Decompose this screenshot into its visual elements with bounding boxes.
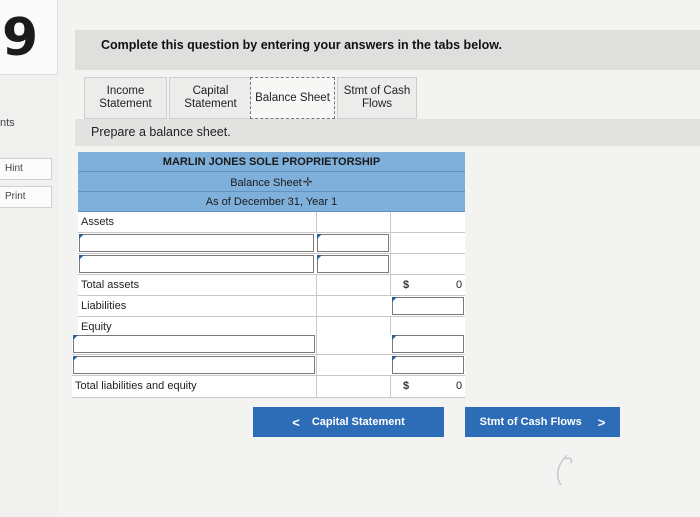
- equity-amount-input[interactable]: [392, 335, 464, 353]
- left-rail: [0, 0, 58, 517]
- column-divider: [390, 275, 391, 295]
- instruction-text: Complete this question by entering your answers in the tabs below.: [101, 38, 502, 52]
- tab-income-statement[interactable]: [84, 77, 167, 119]
- equity-entry-row: [72, 334, 465, 355]
- tab-label-line2: Statement: [99, 98, 152, 110]
- total-assets-currency: $: [403, 279, 410, 291]
- total-assets-row: [78, 275, 465, 296]
- equity-entry-row: [72, 355, 465, 376]
- chevron-left-icon: <: [292, 414, 300, 430]
- equity-label: Equity: [81, 321, 112, 333]
- asset-amount-input[interactable]: [317, 255, 389, 273]
- next-tab-button[interactable]: [465, 407, 620, 437]
- total-le-label: Total liabilities and equity: [75, 380, 197, 392]
- assets-header-row: [78, 212, 465, 233]
- column-divider: [316, 212, 317, 232]
- tab-label-line1: Income: [106, 85, 145, 97]
- column-divider: [316, 275, 317, 295]
- points-label: nts: [0, 117, 15, 129]
- column-divider: [390, 254, 391, 274]
- tab-label-line1: Balance Sheet: [255, 91, 330, 104]
- assets-label: Assets: [81, 216, 115, 228]
- total-assets-label: Total assets: [81, 279, 140, 291]
- column-divider: [316, 296, 317, 316]
- question-number: 9: [2, 8, 39, 68]
- prev-tab-button[interactable]: [253, 407, 444, 437]
- tab-capital-statement[interactable]: [169, 77, 252, 119]
- balance-sheet-table: [72, 152, 465, 399]
- tab-label-line2: Statement: [184, 98, 237, 110]
- column-divider: [390, 212, 391, 232]
- cursor-plus-icon: ✛: [302, 175, 313, 189]
- tab-stmt-of-cash-flows[interactable]: [337, 77, 417, 119]
- next-tab-label: Stmt of Cash Flows: [479, 416, 582, 428]
- tab-label-line1: Capital: [192, 85, 229, 97]
- statement-title: [78, 172, 465, 192]
- column-divider: [316, 355, 317, 375]
- asset-entry-row: [78, 254, 465, 275]
- liabilities-label: Liabilities: [81, 300, 127, 312]
- tab-balance-sheet[interactable]: [250, 77, 335, 119]
- total-le-currency: $: [403, 380, 410, 392]
- equity-amount-input[interactable]: [392, 356, 464, 374]
- statement-title-text: Balance Sheet: [230, 177, 302, 189]
- statement-date: As of December 31, Year 1: [78, 192, 465, 212]
- column-divider: [316, 334, 317, 354]
- tab-label-line1: Stmt of Cash: [343, 85, 411, 97]
- liabilities-amount-input[interactable]: [392, 297, 464, 315]
- column-divider: [316, 376, 317, 397]
- prompt-text: Prepare a balance sheet.: [91, 125, 231, 139]
- tab-label-line2: Flows: [361, 98, 393, 110]
- pen-mark-icon: [547, 447, 577, 487]
- print-button[interactable]: Print: [0, 186, 52, 208]
- total-le-value: 0: [456, 380, 463, 392]
- asset-amount-input[interactable]: [317, 234, 389, 252]
- company-name: MARLIN JONES SOLE PROPRIETORSHIP: [78, 152, 465, 172]
- prev-tab-label: Capital Statement: [311, 416, 405, 428]
- total-liabilities-equity-row: [72, 376, 465, 398]
- liabilities-header-row: [78, 296, 465, 317]
- equity-name-input[interactable]: [73, 356, 315, 374]
- asset-entry-row: [78, 233, 465, 254]
- asset-name-input[interactable]: [79, 255, 314, 273]
- chevron-right-icon: >: [597, 414, 606, 430]
- asset-name-input[interactable]: [79, 234, 314, 252]
- question-number-box: [0, 0, 58, 75]
- total-assets-value: 0: [456, 279, 463, 291]
- equity-name-input[interactable]: [73, 335, 315, 353]
- column-divider: [390, 233, 391, 253]
- column-divider: [390, 376, 391, 397]
- hint-button[interactable]: Hint: [0, 158, 52, 180]
